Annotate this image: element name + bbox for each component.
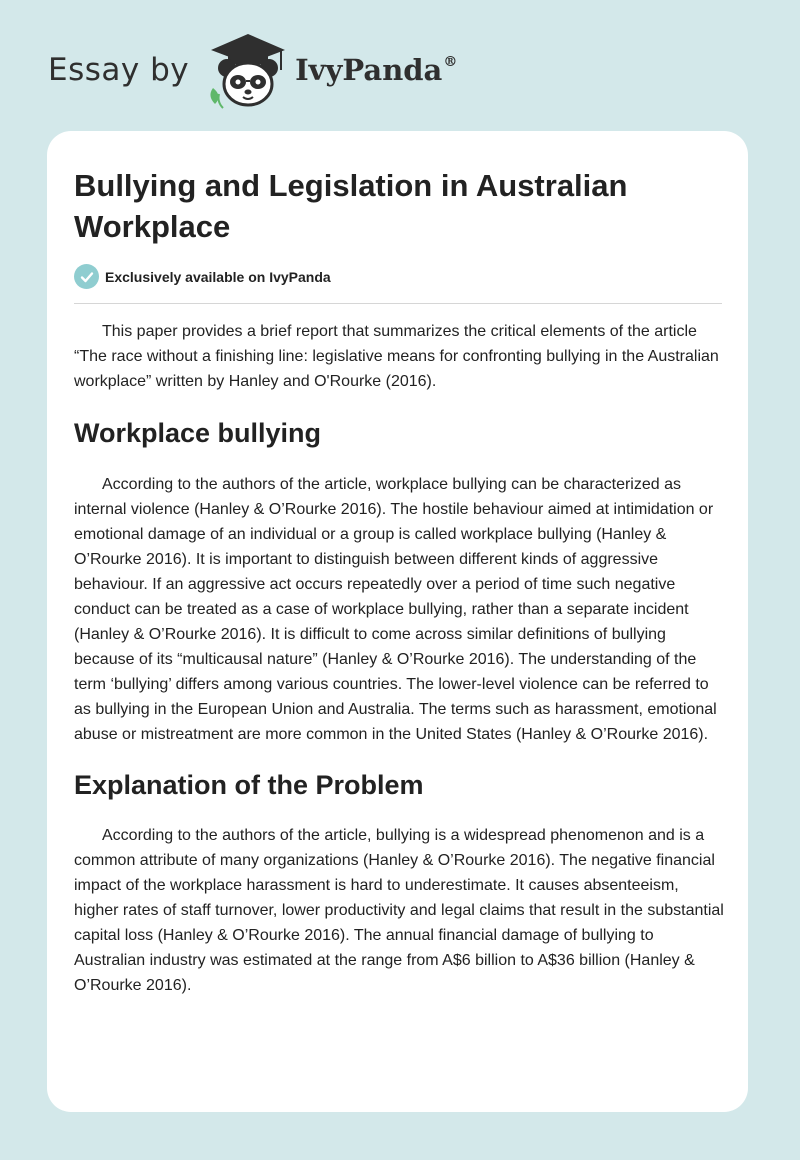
article-body <box>74 319 724 998</box>
exclusive-badge <box>74 264 331 289</box>
brand-name <box>295 53 457 87</box>
brand-label: IvyPanda <box>295 53 443 87</box>
intro-paragraph: This paper provides a brief report that summarizes the critical elements of the article “The race without a finishing line: legislative means for confronting bullying in the Australian workplace” written by Hanley and O'Rourke (2016). <box>74 323 719 390</box>
section-paragraph: According to the authors of the article, bullying is a widespread phenomenon and is a common attribute of many organizations (Hanley & O’Rourke 2016). The negative financial impact of the workplace harassment is hard to underestimate. It causes absenteeism, higher rates of staff turnover, lower productivity and legal claims that result in the substantial capital loss (Hanley & O’Rourke 2016). The annual financial damage of bullying to Australian industry was estimated at the range from A$6 billion to A$36 billion (Hanley & O’Rourke 2016). <box>74 827 724 994</box>
section-paragraph: According to the authors of the article, workplace bullying can be characterized as internal violence (Hanley & O’Rourke 2016). The hostile behaviour aimed at intimidation or emotional damage of an individual or a group is called workplace bullying (Hanley & O’Rourke 2016). It is important to distinguish between different kinds of aggressive behaviour. If an aggressive act occurs repeatedly over a period of time such negative conduct can be treated as a case of workplace bullying, rather than a separate incident (Hanley & O’Rourke 2016). It is difficult to come across similar definitions of bullying because of its “multicausal nature” (Hanley & O’Rourke 2016). The understanding of the term ‘bullying’ differs among various countries. The lower-level violence can be referred to as bullying in the European Union and Australia. The terms such as harassment, emotional abuse or mistreatment are more common in the United States (Hanley & O’Rourke 2016). <box>74 476 717 743</box>
essay-by-label: Essay by <box>48 52 190 88</box>
article-title: Bullying and Legislation in Australian Workplace <box>74 168 628 244</box>
registered-mark: ® <box>443 54 458 70</box>
section-heading: Workplace bullying <box>74 418 322 448</box>
site-header <box>48 30 457 110</box>
article-card <box>47 131 748 1112</box>
check-icon <box>74 264 99 289</box>
divider <box>74 303 722 304</box>
ivypanda-logo-icon[interactable] <box>203 30 293 110</box>
exclusive-badge-label: Exclusively available on IvyPanda <box>105 268 331 285</box>
section-heading: Explanation of the Problem <box>74 770 424 800</box>
